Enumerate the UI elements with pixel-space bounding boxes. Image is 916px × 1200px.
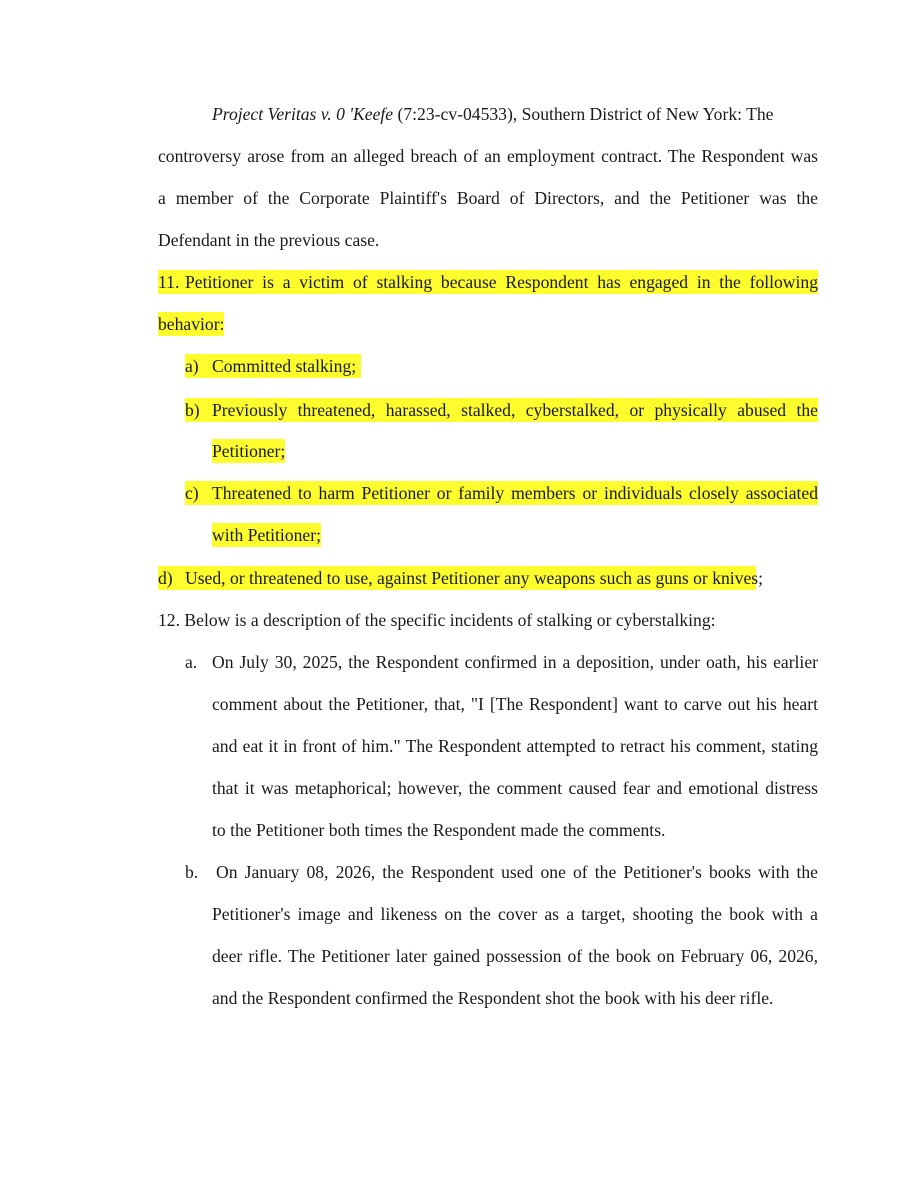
subitem-b-line-2: Petitioner;	[212, 441, 286, 461]
prior-case-line-2: controversy arose from an alleged breach of an employment contract. The Respondent was	[158, 146, 818, 166]
subitem-c-line-2: with Petitioner;	[212, 525, 321, 545]
subitem-c-line-1: c) Threatened to harm Petitioner or family members or individuals closely associated	[185, 483, 818, 503]
item-11-number: 11.	[158, 272, 180, 292]
item-11-line-2: behavior:	[158, 314, 225, 334]
subitem-b-line-1: b) Previously threatened, harassed, stalked, cyberstalked, or physically abused the	[185, 400, 818, 420]
incident-b-label: b.	[185, 862, 199, 882]
subitem-d: d) Used, or threatened to use, against Petitioner any weapons such as guns or knives;	[158, 568, 764, 588]
incident-a-label: a.	[185, 652, 198, 672]
prior-case-line-1: Project Veritas v. 0 'Keefe (7:23-cv-04533), Southern District of New York: The	[212, 104, 774, 124]
subitem-a: a) Committed stalking;	[185, 354, 361, 378]
prior-case-line-4: Defendant in the previous case.	[158, 230, 380, 250]
item-12-intro: 12. Below is a description of the specific incidents of stalking or cyberstalking:	[158, 610, 716, 630]
case-name: Project Veritas v. 0 'Keefe	[212, 104, 394, 124]
item-11-line-1: 11. Petitioner is a victim of stalking because Respondent has engaged in the following	[158, 272, 818, 292]
item-12-number: 12.	[158, 610, 180, 630]
prior-case-line-3: a member of the Corporate Plaintiff's Board of Directors, and the Petitioner was the	[158, 188, 818, 208]
